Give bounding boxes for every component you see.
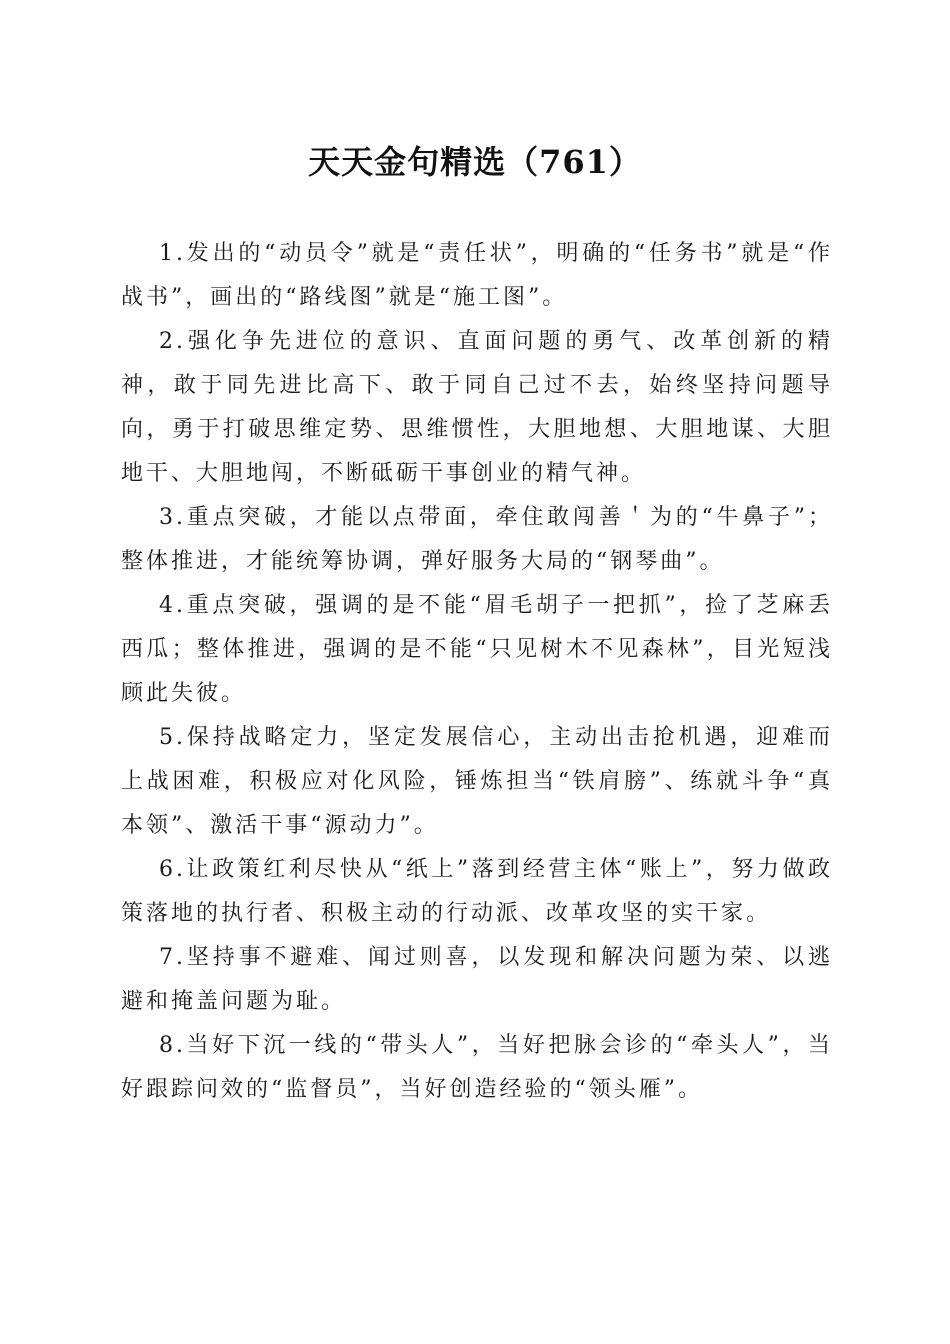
- paragraph-7: 7.坚持事不避难、闻过则喜，以发现和解决问题为荣、以逃避和掩盖问题为耻。: [121, 945, 833, 1014]
- paragraph-8: 8.当好下沉一线的“带头人”，当好把脉会诊的“牵头人”，当好跟踪问效的“监督员”，当好创造经验的“领头雁”。: [121, 1033, 833, 1102]
- page-title: 天天金句精选（761）: [308, 143, 642, 181]
- paragraph-5: 5.保持战略定力，坚定发展信心，主动出击抢机遇，迎难而上战困难，积极应对化风险，锤炼担当“铁肩膀”、练就斗争“真本领”、激活干事“源动力”。: [121, 725, 833, 838]
- paragraph-1: 1.发出的“动员令”就是“责任状”，明确的“任务书”就是“作战书”，画出的“路线图”就是“施工图”。: [121, 241, 833, 310]
- paragraph-3: 3.重点突破，才能以点带面，牵住敢闯善＇为的“牛鼻子”；整体推进，才能统筹协调，弹好服务大局的“钢琴曲”。: [121, 505, 833, 574]
- paragraph-4: 4.重点突破，强调的是不能“眉毛胡子一把抓”，捡了芝麻丢西瓜；整体推进，强调的是不能“只见树木不见森林”，目光短浅顾此失彼。: [121, 593, 833, 706]
- document-body: [121, 232, 833, 1112]
- paragraph-2: 2.强化争先进位的意识、直面问题的勇气、改革创新的精神，敢于同先进比高下、敢于同自己过不去，始终坚持问题导向，勇于打破思维定势、思维惯性，大胆地想、大胆地谋、大胆地干、大胆地闯，不断砥砺干事创业的精气神。: [121, 329, 833, 486]
- paragraph-6: 6.让政策红利尽快从“纸上”落到经营主体“账上”，努力做政策落地的执行者、积极主动的行动派、改革攻坚的实干家。: [121, 857, 833, 926]
